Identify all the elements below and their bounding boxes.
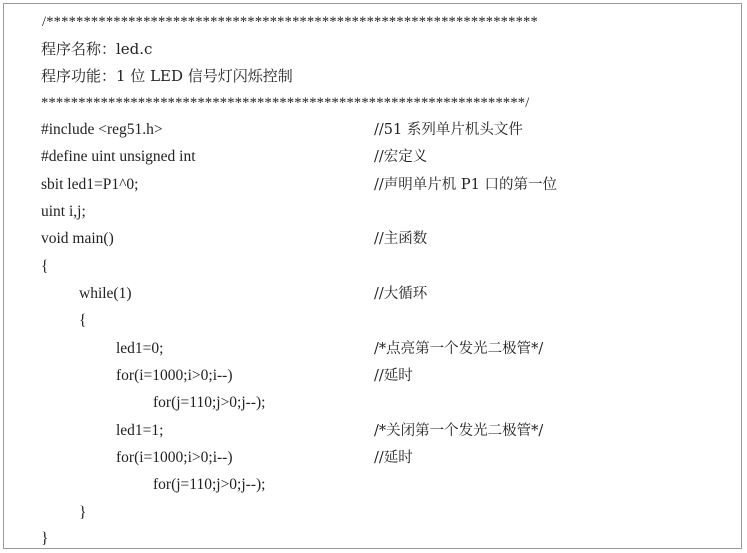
code-comment: //延时 (374, 450, 413, 466)
code-comment: /*关闭第一个发光二极管*/ (374, 423, 544, 439)
code-comment: //延时 (374, 368, 413, 384)
code-comment: //51 系列单片机头文件 (374, 122, 523, 138)
code-comment: //大循环 (374, 286, 428, 302)
code-comment: //声明单片机 P1 口的第一位 (374, 177, 557, 193)
code-listing-frame (3, 3, 742, 549)
code-comment: //主函数 (374, 231, 428, 247)
code-line: void main() (41, 230, 114, 247)
code-line: { (41, 258, 49, 275)
code-line: uint i,j; (41, 203, 86, 220)
header-border-top: /****************************************************************** (42, 14, 538, 30)
code-line: sbit led1=P1^0; (41, 176, 139, 193)
header-border-bottom: *****************************************************************/ (41, 95, 530, 111)
code-line: for(i=1000;i>0;i--) (116, 367, 233, 384)
code-line: led1=0; (116, 340, 164, 357)
code-line: for(j=110;j>0;j--); (153, 476, 266, 493)
code-line: { (79, 312, 87, 329)
code-line: while(1) (79, 285, 132, 302)
code-line: #include <reg51.h> (41, 121, 163, 138)
code-line: for(j=110;j>0;j--); (153, 394, 266, 411)
code-comment: /*点亮第一个发光二极管*/ (374, 341, 544, 357)
code-line: #define uint unsigned int (41, 148, 196, 165)
code-line: } (79, 504, 87, 521)
code-line: for(i=1000;i>0;i--) (116, 449, 233, 466)
code-line: } (41, 530, 49, 547)
code-comment: //宏定义 (374, 149, 428, 165)
program-function: 程序功能：1 位 LED 信号灯闪烁控制 (41, 67, 293, 85)
code-line: led1=1; (116, 422, 164, 439)
program-name: 程序名称：led.c (41, 40, 153, 58)
